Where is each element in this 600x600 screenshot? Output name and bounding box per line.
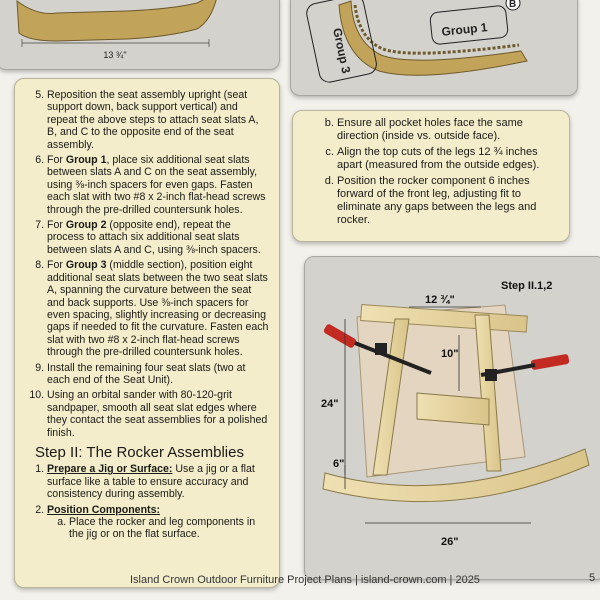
steps-card <box>14 78 280 588</box>
step-6-pre: For <box>47 154 66 167</box>
step-10: 10. Using an orbital sander with 80-120-grit sandpaper, smooth all seat slat edges where they contact the seat assemblies for a polished finish. <box>47 389 269 439</box>
substep-d: d. Position the rocker component 6 inches forward of the front leg, adjusting fit to eliminate any gaps between the legs and rocker. <box>337 175 557 227</box>
group3-label: Group 3 <box>330 26 354 75</box>
rocker-step-2-title: Position Components: <box>47 503 160 516</box>
step-6 <box>47 154 269 216</box>
right-instructions-card <box>292 110 570 242</box>
step-9: 9. Install the remaining four seat slats (two at each end of the Seat Unit). <box>47 362 269 387</box>
top-right-figure-panel <box>290 0 578 96</box>
rocker-illustration-panel <box>304 256 600 580</box>
corner-letter: B <box>509 0 517 10</box>
group1-label: Group 1 <box>440 20 489 39</box>
steps-list <box>25 89 269 439</box>
substep-b: b. Ensure all pocket holes face the same direction (inside vs. outside face). <box>337 117 557 143</box>
rocker-step-2 <box>47 504 269 541</box>
dimension-label: 13 ¾" <box>103 50 127 60</box>
rocker-step-1-title: Prepare a Jig or Surface: <box>47 463 173 476</box>
seat-support-drawing <box>0 0 279 69</box>
section-title: Step II: The Rocker Assemblies <box>35 443 244 461</box>
step-8-text: (middle section), position eight additional seat slats between the two seat slats A, spanning the curvature between the seat and back supports. Use ⅜-inch spacers for even spacing, slightly increasing or decreasing gaps if needed to fit the curvature. Fasten each slat with two #8 x 2-inch flat-head screws through the pre-drilled countersunk holes. <box>47 259 269 359</box>
step-8-pre: For <box>47 259 66 272</box>
step-6-text: , place six additional seat slats between slats A and C on the seat assembly, using ⅜-inch spacers for even gaps. Fasten each slat with two #8 x 2-inch flat-head screws through the pre-drilled countersunk holes. <box>47 154 266 216</box>
step-7-text: (opposite end), repeat the process to attach six additional seat slats between slats A and C, using ⅜-inch spacers. <box>47 219 261 256</box>
step-label: Step II.1,2 <box>501 280 553 292</box>
dim-12-3-4: 12 ¾" <box>425 294 455 306</box>
substep-a: a. Place the rocker and leg components in the jig or on the flat surface. <box>69 516 269 541</box>
rocker-step-1-text: Use a jig or a flat surface like a table to ensure accuracy and consistency during assembly. <box>47 463 255 501</box>
dim-26: 26" <box>441 536 459 548</box>
dim-10: 10" <box>441 348 459 360</box>
step-7 <box>47 219 269 256</box>
dim-24: 24" <box>321 398 339 410</box>
step-8-group: Group 3 <box>65 259 107 272</box>
substep-c: c. Align the top cuts of the legs 12 ¾ inches apart (measured from the outside edges). <box>337 146 557 172</box>
right-substeps-list <box>303 117 557 227</box>
step-6-group: Group 1 <box>65 154 107 167</box>
rocker-steps-list <box>25 463 269 540</box>
dim-6: 6" <box>333 458 345 470</box>
top-left-figure-panel <box>0 0 280 70</box>
rocker-jig-drawing <box>305 257 600 579</box>
rocker-step-1 <box>47 463 269 500</box>
footer-text: Island Crown Outdoor Furniture Project Plans | island-crown.com | 2025 <box>130 574 480 586</box>
step-5: 5. Reposition the seat assembly upright (seat support down, back support vertical) and repeat the above steps to attach seat slats A, B, and C to the opposite end of the seat assembly. <box>47 89 269 151</box>
rocker-step-2-substeps <box>47 516 269 541</box>
seat-groups-drawing <box>291 0 577 95</box>
step-7-group: Group 2 <box>65 219 107 232</box>
step-7-pre: For <box>47 219 66 232</box>
step-8 <box>47 259 269 358</box>
page-number: 5 <box>589 572 596 584</box>
